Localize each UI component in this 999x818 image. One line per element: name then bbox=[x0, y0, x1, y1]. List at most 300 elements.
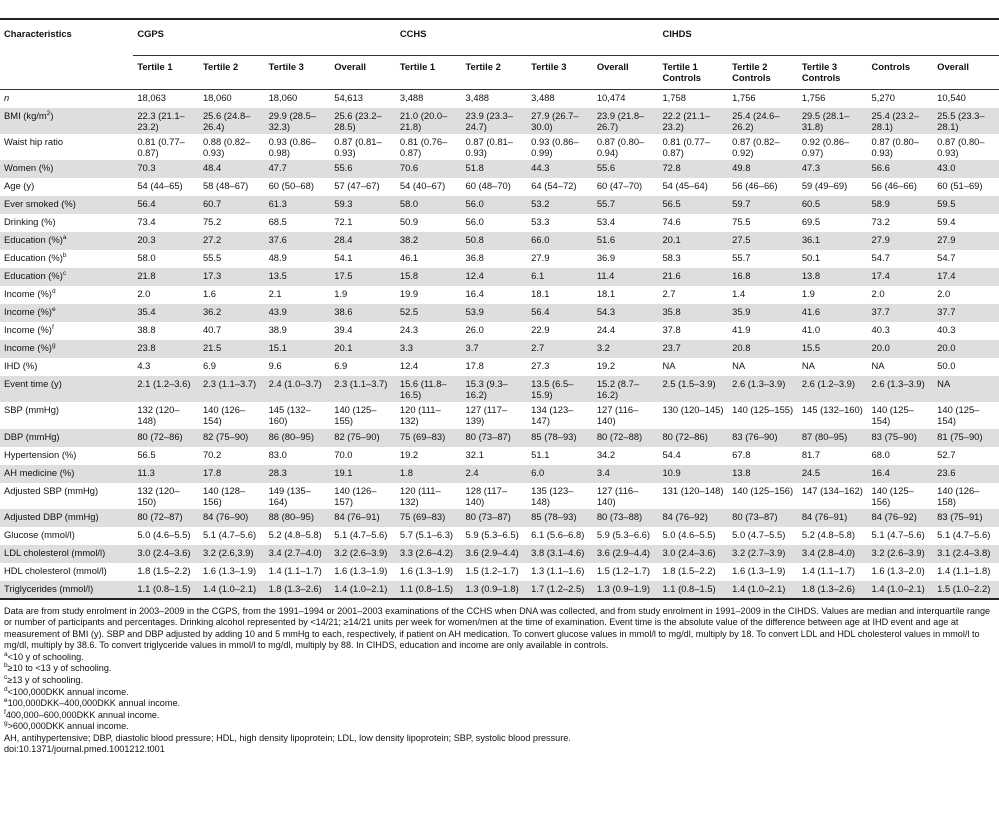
row-label bbox=[0, 527, 133, 545]
table-cell: 1.4 (1.0–2.1) bbox=[868, 581, 934, 599]
table-cell: 132 (120–150) bbox=[137, 484, 180, 507]
table-cell: 127 (116–140) bbox=[596, 484, 639, 507]
table-body bbox=[0, 90, 999, 599]
table-cell: 127 (116–140) bbox=[596, 404, 639, 427]
table-cell: 18,060 bbox=[202, 92, 232, 104]
table-cell: 55.6 bbox=[330, 160, 396, 178]
table-cell: 55.7 bbox=[732, 252, 751, 264]
table-cell: 1.8 (1.3–2.6) bbox=[798, 581, 868, 599]
row-label bbox=[0, 304, 133, 322]
table-cell: 1.4 (1.0–2.1) bbox=[330, 581, 396, 599]
footnote-marker: g bbox=[51, 342, 56, 350]
table-cell: 88 (80–95) bbox=[265, 509, 331, 527]
table-cell: 16.4 bbox=[465, 288, 484, 300]
table-cell: 140 (126–158) bbox=[937, 484, 980, 507]
table-cell: 1.5 (1.2–1.7) bbox=[596, 564, 650, 576]
table-cell: 59.3 bbox=[330, 196, 396, 214]
table-cell: 64 (54–72) bbox=[531, 180, 577, 192]
table-cell: 69.5 bbox=[801, 216, 821, 228]
table-row bbox=[0, 545, 999, 563]
table-cell: 52.5 bbox=[396, 304, 462, 322]
table-cell: 37.8 bbox=[662, 324, 681, 336]
table-cell: 48.4 bbox=[199, 160, 265, 178]
table-cell: 140 (128–156) bbox=[202, 484, 246, 507]
table-cell: 1.3 (0.9–1.8) bbox=[462, 581, 528, 599]
table-cell: 16.8 bbox=[728, 268, 798, 286]
footnote-mark: e bbox=[4, 697, 8, 705]
table-row bbox=[0, 108, 999, 134]
table-cell: 140 (125–155) bbox=[732, 404, 794, 416]
table-cell: 61.3 bbox=[265, 196, 331, 214]
row-label-text: Adjusted DBP (mmHg) bbox=[4, 510, 99, 522]
footnote-line bbox=[4, 687, 995, 699]
column-header: Tertile 1 Controls bbox=[658, 56, 728, 90]
table-cell: 20.0 bbox=[933, 340, 999, 358]
footnote-mark: f bbox=[4, 708, 6, 716]
table-cell: 59.5 bbox=[933, 196, 999, 214]
table-cell: 5.0 (4.6–5.5) bbox=[662, 528, 716, 540]
table-cell: 3.1 (2.4–3.8) bbox=[933, 545, 999, 563]
column-header: Tertile 3 bbox=[527, 56, 593, 90]
table-cell: 5.2 (4.8–5.8) bbox=[801, 528, 856, 540]
row-label-text: Drinking (%) bbox=[4, 216, 56, 228]
table-row bbox=[0, 340, 999, 358]
table-cell: 1.1 (0.8–1.5) bbox=[396, 581, 462, 599]
table-cell: 17.8 bbox=[465, 360, 484, 372]
table-cell: 85 (78–93) bbox=[527, 509, 593, 527]
table-cell: 41.9 bbox=[732, 324, 751, 336]
table-cell: 15.6 (11.8–16.5) bbox=[396, 376, 462, 402]
row-label bbox=[0, 509, 133, 527]
table-cell: 3.4 bbox=[593, 465, 659, 483]
table-cell: 2.3 (1.1–3.7) bbox=[330, 376, 396, 402]
row-label bbox=[0, 90, 133, 108]
table-cell: 1.8 bbox=[396, 465, 462, 483]
footnote-text: <100,000DKK annual income. bbox=[7, 686, 129, 697]
table-cell: 147 (134–162) bbox=[801, 484, 863, 496]
table-cell: 54 (45–64) bbox=[662, 180, 708, 192]
footnote-line bbox=[4, 721, 995, 733]
table-cell: 56 (46–66) bbox=[871, 180, 917, 192]
column-header: Overall bbox=[593, 56, 659, 90]
table-cell: 50.1 bbox=[801, 252, 821, 264]
column-header: Tertile 1 bbox=[396, 56, 462, 90]
table-row bbox=[0, 358, 999, 376]
row-label-text: BMI (kg/m bbox=[4, 109, 47, 121]
table-cell: 29.5 (28.1–31.8) bbox=[798, 108, 868, 134]
table-cell: 3.7 bbox=[462, 340, 528, 358]
table-cell: 1.4 (1.0–2.1) bbox=[199, 581, 265, 599]
table-cell: NA bbox=[732, 360, 746, 372]
group-header-cihds: CIHDS bbox=[658, 20, 999, 56]
table-cell: 3.0 (2.4–3.6) bbox=[133, 545, 199, 563]
table-cell: 1.9 bbox=[334, 288, 348, 300]
table-cell: 36.2 bbox=[199, 304, 265, 322]
footnote-marker: e bbox=[51, 306, 56, 314]
table-cell: 0.81 (0.77–0.87) bbox=[662, 135, 710, 159]
table-cell: 54.7 bbox=[937, 252, 956, 264]
table-cell: 25.5 (23.3–28.1) bbox=[933, 108, 999, 134]
column-header: Overall bbox=[330, 56, 396, 90]
footnote-abbreviations: AH, antihypertensive; DBP, diastolic blood pressure; HDL, high density lipoprotein; LDL, low density lipoprotein; SBP, systolic blood pressure. bbox=[4, 732, 571, 743]
table-cell: 25.4 (23.2–28.1) bbox=[868, 108, 934, 134]
table-cell: 6.1 bbox=[527, 268, 593, 286]
footnote-marker: c bbox=[62, 270, 67, 278]
table-cell: 135 (123–148) bbox=[531, 484, 574, 507]
table-row bbox=[0, 527, 999, 545]
row-label-text: Income (%) bbox=[4, 306, 52, 318]
table-cell: 1.4 (1.1–1.7) bbox=[268, 564, 322, 576]
table-cell: 51.6 bbox=[593, 232, 659, 250]
table-cell: 74.6 bbox=[662, 216, 681, 228]
table-cell: 52.7 bbox=[937, 448, 956, 460]
table-cell: 1.5 (1.0–2.2) bbox=[933, 581, 999, 599]
table-cell: 15.8 bbox=[396, 268, 462, 286]
table-cell: 3.3 (2.6–4.2) bbox=[396, 545, 462, 563]
table-cell: 132 (120–148) bbox=[137, 404, 180, 427]
table-row bbox=[0, 250, 999, 268]
table-cell: 3.2 (2.6,3.9) bbox=[199, 545, 265, 563]
footnote-marker: d bbox=[51, 288, 56, 296]
table-cell: 0.93 (0.86–0.98) bbox=[268, 135, 317, 159]
table-cell: 25.6 (23.2–28.5) bbox=[330, 108, 396, 134]
table-cell: 20.3 bbox=[133, 232, 199, 250]
table-cell: 1,756 bbox=[801, 92, 826, 104]
table-cell: 24.5 bbox=[798, 465, 868, 483]
footnote-marker: b bbox=[62, 252, 67, 260]
table-cell: 0.87 (0.80–0.94) bbox=[596, 135, 645, 159]
table-cell: 54 (44–65) bbox=[137, 180, 183, 192]
table-cell: 68.0 bbox=[871, 448, 890, 460]
table-cell: 27.9 bbox=[531, 252, 550, 264]
table-cell: 84 (76–92) bbox=[658, 509, 728, 527]
table-cell: 80 (73–87) bbox=[462, 509, 528, 527]
table-cell: 1.6 (1.3–1.9) bbox=[202, 564, 257, 576]
table-cell: 44.3 bbox=[527, 160, 593, 178]
table-cell: 2.1 bbox=[268, 288, 282, 300]
table-cell: 70.2 bbox=[202, 448, 222, 460]
column-header: Tertile 3 bbox=[265, 56, 331, 90]
table-cell: NA bbox=[662, 360, 676, 372]
table-cell: 5.2 (4.8–5.8) bbox=[268, 528, 322, 540]
table-cell: 84 (76–92) bbox=[868, 509, 934, 527]
table-cell: 53.3 bbox=[531, 216, 550, 228]
table-cell: 56.4 bbox=[527, 304, 593, 322]
table-cell: 3.4 (2.8–4.0) bbox=[798, 545, 868, 563]
table-cell: 87 (80–95) bbox=[798, 429, 868, 447]
table-cell: 60.5 bbox=[798, 196, 868, 214]
footnote-mark: g bbox=[4, 720, 8, 728]
row-label-text: n bbox=[4, 92, 10, 104]
table-cell: 15.5 bbox=[798, 340, 868, 358]
table-cell: 54.4 bbox=[662, 448, 681, 460]
table-cell: 149 (135–164) bbox=[268, 484, 311, 507]
footnote-marker: 2 bbox=[46, 109, 51, 117]
table-cell: 3.4 (2.7–4.0) bbox=[265, 545, 331, 563]
table-cell: 18.1 bbox=[531, 288, 550, 300]
table-cell: 66.0 bbox=[527, 232, 593, 250]
table-cell: 35.9 bbox=[728, 304, 798, 322]
table-cell: 127 (117–139) bbox=[465, 404, 508, 427]
table-cell: 80 (72–88) bbox=[593, 429, 659, 447]
table-cell: 23.6 bbox=[933, 465, 999, 483]
column-header: Tertile 1 bbox=[133, 56, 199, 90]
column-header: Tertile 2 bbox=[199, 56, 265, 90]
row-label bbox=[0, 214, 133, 232]
table-cell: 1.1 (0.8–1.5) bbox=[133, 581, 199, 599]
table-cell: 13.5 (6.5–15.9) bbox=[527, 376, 593, 402]
table-cell: 83.0 bbox=[268, 448, 287, 460]
row-label bbox=[0, 232, 133, 250]
table-cell: 2.6 (1.2–3.9) bbox=[798, 376, 868, 402]
table-cell: 50.9 bbox=[399, 216, 419, 228]
table-cell: 54.1 bbox=[334, 252, 353, 264]
table-row bbox=[0, 447, 999, 465]
table-cell: 18,060 bbox=[268, 92, 298, 104]
table-cell: 2.0 bbox=[137, 288, 151, 300]
table-cell: 55.5 bbox=[202, 252, 222, 264]
table-cell: 59 (49–69) bbox=[801, 180, 848, 192]
table-row bbox=[0, 509, 999, 527]
table-cell: 51.8 bbox=[462, 160, 528, 178]
table-row bbox=[0, 429, 999, 447]
table-cell: 5.0 (4.6–5.5) bbox=[137, 528, 191, 540]
table-cell: 6.0 bbox=[527, 465, 593, 483]
table-cell: 37.7 bbox=[933, 304, 999, 322]
table-cell: 83 (75–90) bbox=[868, 429, 934, 447]
table-cell: 3.2 (2.6–3.9) bbox=[868, 545, 934, 563]
footnote-main: Data are from study enrolment in 2003–2009 in the CGPS, from the 1991–1994 or 2001–2003 examinations of the CCHS when DNA was collected, and from study enrolment in 1991–2009 in the CIHDS. Values are median and interquartile range or number of participants and percentages. Drinking alcohol represented by <14/21; ≥14/21 units per week for women/men at the time of examination. Event time is the absolute value of the difference between age at IHD event and age at measurement of BMI (y). SBP and DBP adjusted by adding 10 and 5 mmHg to each, respectively, if patient on AH medication. To convert glucose values in mmol/l to mg/dl, multiply by 18. To convert LDL and HDL cholesterol values in mmol/l to mg/dl, multiply by 38.6. To convert triglyceride values in mmol/l to mg/dl, multiply by 88. In CIHDS, education and income are only available in controls. bbox=[4, 605, 991, 651]
table-cell: 56.5 bbox=[658, 196, 728, 214]
table-cell: 47.3 bbox=[798, 160, 868, 178]
table-cell: 49.8 bbox=[728, 160, 798, 178]
table-cell: 56 (46–66) bbox=[732, 180, 778, 192]
footnote-mark: d bbox=[4, 685, 8, 693]
table-cell: 39.4 bbox=[334, 324, 353, 336]
table-cell: 1.6 (1.3–1.9) bbox=[334, 564, 388, 576]
table-cell: 19.1 bbox=[330, 465, 396, 483]
table-cell: 5,270 bbox=[871, 92, 895, 104]
table-cell: 83 (75–91) bbox=[933, 509, 999, 527]
table-cell: 75.5 bbox=[732, 216, 751, 228]
table-cell: 85 (78–93) bbox=[527, 429, 593, 447]
row-label-text: Glucose (mmol/l) bbox=[4, 528, 75, 540]
row-label bbox=[0, 429, 133, 447]
table-cell: 27.3 bbox=[531, 360, 550, 372]
row-label-text: Income (%) bbox=[4, 324, 52, 336]
table-cell: 23.9 (21.8–26.7) bbox=[593, 108, 659, 134]
table-cell: 53.9 bbox=[462, 304, 528, 322]
table-cell: 36.9 bbox=[596, 252, 616, 264]
table-cell: 3,488 bbox=[531, 92, 555, 104]
table-cell: 22.2 (21.1–23.2) bbox=[658, 108, 728, 134]
table-cell: 13.8 bbox=[798, 268, 868, 286]
table-cell: 134 (123–147) bbox=[531, 404, 574, 427]
table-cell: 58 (48–67) bbox=[202, 180, 249, 192]
table-cell: 80 (73–87) bbox=[462, 429, 528, 447]
table-cell: 1.3 (1.1–1.6) bbox=[531, 564, 585, 576]
table-cell: 11.3 bbox=[133, 465, 199, 483]
row-label-text: Income (%) bbox=[4, 342, 52, 354]
table-row bbox=[0, 465, 999, 483]
table-cell: 60 (50–68) bbox=[268, 180, 314, 192]
footnote-marker: f bbox=[51, 324, 54, 332]
table-cell: 56.0 bbox=[462, 196, 528, 214]
footnote-line bbox=[4, 698, 995, 710]
row-label-text: LDL cholesterol (mmol/l) bbox=[4, 546, 106, 558]
table-cell: 3.2 (2.6–3.9) bbox=[330, 545, 396, 563]
table-cell: 0.87 (0.80–0.93) bbox=[871, 135, 919, 159]
row-label-text: Age (y) bbox=[4, 180, 35, 192]
table-cell: 59.7 bbox=[728, 196, 798, 214]
table-cell: 23.7 bbox=[658, 340, 728, 358]
table-cell: 15.2 (8.7–16.2) bbox=[593, 376, 659, 402]
row-label-text: Hypertension (%) bbox=[4, 448, 77, 460]
table-cell: 27.9 bbox=[868, 232, 934, 250]
table-cell: 18.1 bbox=[596, 288, 616, 300]
table-cell: 2.1 (1.2–3.6) bbox=[133, 376, 199, 402]
table-cell: 53.2 bbox=[527, 196, 593, 214]
table-cell: 84 (76–91) bbox=[798, 509, 868, 527]
table-cell: 13.8 bbox=[728, 465, 798, 483]
column-header: Overall bbox=[933, 56, 999, 90]
table-cell: 54.7 bbox=[871, 252, 890, 264]
table-cell: 58.9 bbox=[868, 196, 934, 214]
table-cell: 57 (47–67) bbox=[334, 180, 380, 192]
table-cell: 2.4 bbox=[462, 465, 528, 483]
table-cell: 19.9 bbox=[399, 288, 419, 300]
table-row bbox=[0, 376, 999, 402]
table-cell: 38.2 bbox=[396, 232, 462, 250]
row-label-text: HDL cholesterol (mmol/l) bbox=[4, 564, 107, 576]
table-cell: 60 (47–70) bbox=[596, 180, 643, 192]
footnote-marker: a bbox=[62, 234, 67, 242]
characteristics-table bbox=[0, 20, 999, 600]
row-label bbox=[0, 465, 133, 483]
row-label bbox=[0, 581, 133, 599]
table-cell: 3.2 bbox=[593, 340, 659, 358]
table-cell: 1.3 (0.9–1.9) bbox=[593, 581, 659, 599]
table-cell: 0.81 (0.76–0.87) bbox=[399, 135, 448, 159]
row-label-text: Waist hip ratio bbox=[4, 135, 64, 147]
table-cell: 140 (125–154) bbox=[871, 404, 914, 427]
table-cell: 10,540 bbox=[937, 92, 966, 104]
table-cell: 3.8 (3.1–4.6) bbox=[527, 545, 593, 563]
footnote-line bbox=[4, 652, 995, 664]
table-cell: 1.4 bbox=[732, 288, 746, 300]
table-cell: 82 (75–90) bbox=[199, 429, 265, 447]
group-header-cgps: CGPS bbox=[133, 20, 396, 56]
table-cell: 3,488 bbox=[465, 92, 489, 104]
table-cell: 130 (120–145) bbox=[662, 404, 724, 416]
table-cell: 35.8 bbox=[658, 304, 728, 322]
table-cell: 37.7 bbox=[868, 304, 934, 322]
table-cell: 81 (75–90) bbox=[933, 429, 999, 447]
table-cell: 1.4 (1.1–1.7) bbox=[801, 564, 856, 576]
footnote-text: <10 y of schooling. bbox=[7, 651, 84, 662]
row-label-text: DBP (mmHg) bbox=[4, 430, 60, 442]
table-cell: 50.0 bbox=[937, 360, 956, 372]
table-cell: 84 (76–91) bbox=[330, 509, 396, 527]
table-cell: 128 (117–140) bbox=[465, 484, 508, 507]
row-label bbox=[0, 545, 133, 563]
table-cell: 41.6 bbox=[798, 304, 868, 322]
table-cell: 6.1 (5.6–6.8) bbox=[531, 528, 585, 540]
table-cell: 17.4 bbox=[933, 268, 999, 286]
table-cell: 38.8 bbox=[137, 324, 156, 336]
table-cell: 10.9 bbox=[658, 465, 728, 483]
table-cell: 2.5 (1.5–3.9) bbox=[658, 376, 728, 402]
row-label-text: SBP (mmHg) bbox=[4, 404, 60, 416]
row-label bbox=[0, 376, 133, 402]
table-cell: NA bbox=[933, 376, 999, 402]
table-cell: 1,758 bbox=[662, 92, 686, 104]
table-cell: 5.0 (4.7–5.5) bbox=[732, 528, 786, 540]
table-cell: 38.6 bbox=[330, 304, 396, 322]
table-cell: 38.9 bbox=[268, 324, 287, 336]
table-cell: 17.3 bbox=[199, 268, 265, 286]
table-cell: 83 (76–90) bbox=[728, 429, 798, 447]
table-cell: 10,474 bbox=[596, 92, 626, 104]
subheader-row bbox=[0, 56, 999, 90]
table-cell: 27.9 (26.7–30.0) bbox=[527, 108, 593, 134]
table-cell: 0.87 (0.81–0.93) bbox=[465, 135, 513, 159]
table-cell: 27.5 bbox=[728, 232, 798, 250]
table-cell: 1.5 (1.2–1.7) bbox=[465, 564, 519, 576]
row-label bbox=[0, 134, 133, 160]
table-cell: 1.6 (1.3–1.9) bbox=[399, 564, 454, 576]
table-cell: 6.9 bbox=[202, 360, 216, 372]
column-header: Controls bbox=[868, 56, 934, 90]
row-label bbox=[0, 250, 133, 268]
table-row bbox=[0, 322, 999, 340]
table-cell: 47.7 bbox=[265, 160, 331, 178]
table-cell: 140 (125–156) bbox=[871, 484, 914, 507]
table-cell: 46.1 bbox=[399, 252, 419, 264]
table-cell: 140 (125–155) bbox=[334, 404, 377, 427]
table-cell: 1.6 bbox=[202, 288, 216, 300]
table-cell: 67.8 bbox=[732, 448, 751, 460]
table-cell: 5.7 (5.1–6.3) bbox=[399, 528, 454, 540]
table-cell: 0.92 (0.86–0.97) bbox=[801, 135, 850, 159]
table-cell: 25.4 (24.6–26.2) bbox=[728, 108, 798, 134]
table-cell: 1.6 (1.3–2.0) bbox=[871, 564, 925, 576]
table-row bbox=[0, 196, 999, 214]
table-cell: NA bbox=[801, 360, 815, 372]
table-cell: 70.3 bbox=[133, 160, 199, 178]
table-cell: 70.0 bbox=[334, 448, 353, 460]
footnote-text: ≥13 y of schooling. bbox=[7, 675, 84, 685]
table-cell: NA bbox=[871, 360, 885, 372]
table-cell: 36.1 bbox=[798, 232, 868, 250]
footnote-text: ≥10 to <13 y of schooling. bbox=[7, 663, 112, 674]
characteristics-header: Characteristics bbox=[4, 28, 72, 39]
table-cell: 29.9 (28.5–32.3) bbox=[265, 108, 331, 134]
table-cell: 24.3 bbox=[399, 324, 419, 336]
table-cell: 3.2 (2.7–3.9) bbox=[728, 545, 798, 563]
row-label-text: Women (%) bbox=[4, 162, 54, 174]
table-cell: 2.3 (1.1–3.7) bbox=[199, 376, 265, 402]
table-cell: 43.0 bbox=[933, 160, 999, 178]
column-header: Tertile 2 bbox=[462, 56, 528, 90]
table-cell: 72.1 bbox=[334, 216, 353, 228]
table-cell: 1,756 bbox=[732, 92, 756, 104]
row-label bbox=[0, 196, 133, 214]
table-cell: 5.9 (5.3–6.6) bbox=[596, 528, 650, 540]
table-row bbox=[0, 90, 999, 108]
table-cell: 3.6 (2.9–4.4) bbox=[462, 545, 528, 563]
table-cell: 19.2 bbox=[399, 448, 419, 460]
